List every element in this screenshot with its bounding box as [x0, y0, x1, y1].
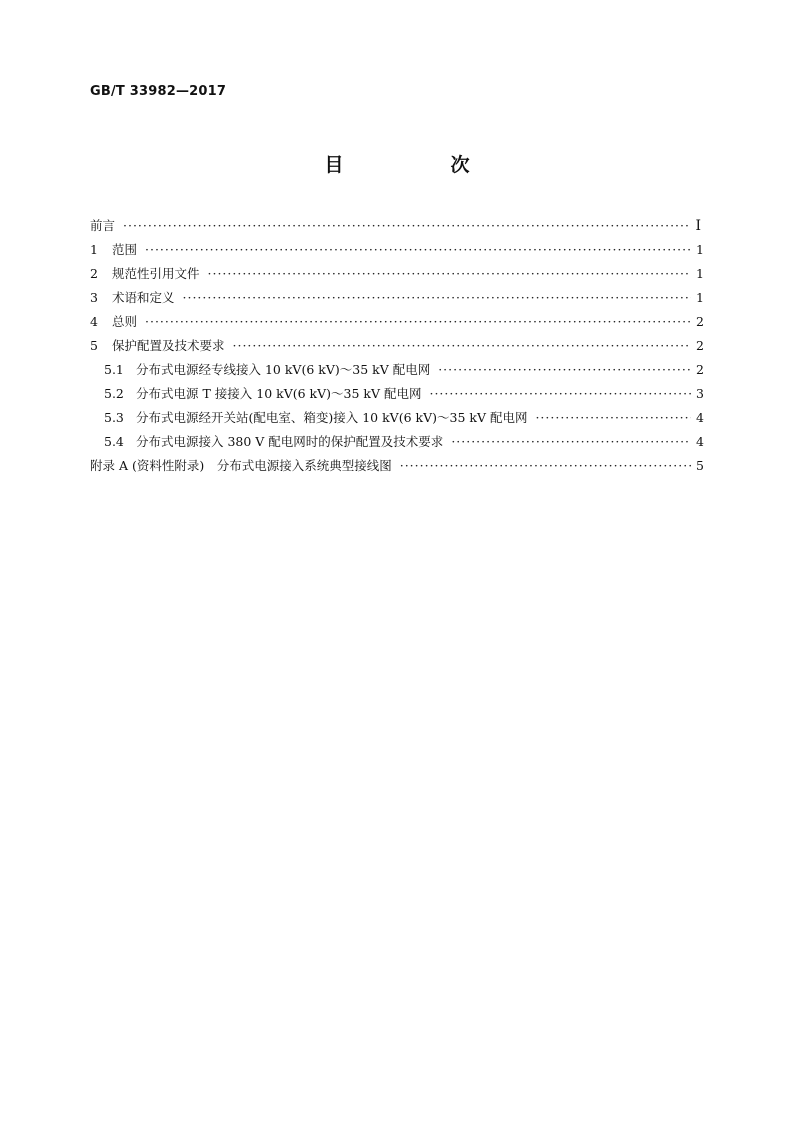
- toc-entry-4[interactable]: [90, 312, 704, 336]
- toc-entry-number: 5.4: [104, 434, 124, 449]
- toc-entry-label: 保护配置及技术要求: [112, 338, 225, 353]
- standard-code: GB/T 33982—2017: [90, 84, 227, 99]
- toc-entry-label: 范围: [112, 242, 138, 257]
- toc-entry-page: 1: [696, 266, 704, 281]
- toc-entry-number: 5.3: [104, 410, 124, 425]
- toc-entry-page: 4: [696, 410, 704, 425]
- toc-entry-number: 4: [90, 314, 98, 329]
- toc-entry-page: 2: [696, 338, 704, 353]
- toc-entry-page: 4: [696, 434, 704, 449]
- toc-entry-page: 1: [696, 242, 704, 257]
- toc-entry-page: 2: [696, 314, 704, 329]
- toc-leader: [233, 338, 692, 353]
- toc-entry-label: 总则: [112, 314, 138, 329]
- toc-entry-3[interactable]: [90, 288, 704, 312]
- toc-leader: [183, 290, 692, 305]
- toc-entry-label: 分布式电源经专线接入 10 kV(6 kV)～35 kV 配电网: [136, 362, 431, 377]
- toc-entry-page: Ⅰ: [695, 218, 701, 234]
- toc-leader: [145, 242, 691, 257]
- toc-entry-foreword[interactable]: [90, 216, 704, 240]
- toc-entry-number: 5: [90, 338, 98, 353]
- toc-title: 目 次: [324, 154, 514, 176]
- toc-entry-2[interactable]: [90, 264, 704, 288]
- toc-leader: [400, 458, 691, 473]
- toc-entry-label: 分布式电源接入 380 V 配电网时的保护配置及技术要求: [136, 434, 444, 449]
- toc-entry-label: 分布式电源经开关站(配电室、箱变)接入 10 kV(6 kV)～35 kV 配电网: [136, 410, 528, 425]
- toc-entry-label: 前言: [90, 218, 116, 233]
- toc-leader: [535, 410, 691, 425]
- toc-entry-5-4[interactable]: [90, 432, 704, 456]
- toc-leader: [429, 386, 691, 401]
- toc-entry-number: 3: [90, 290, 98, 305]
- toc-entry-label: 规范性引用文件: [112, 266, 200, 281]
- toc-leader: [123, 218, 690, 233]
- toc-entry-appendix-a[interactable]: [90, 456, 704, 480]
- toc-entry-5-1[interactable]: [90, 360, 704, 384]
- toc-entry-page: 1: [696, 290, 704, 305]
- toc-entry-label: 分布式电源 T 接接入 10 kV(6 kV)～35 kV 配电网: [136, 386, 422, 401]
- toc-entry-5[interactable]: [90, 336, 704, 360]
- toc-entry-number: 5.2: [104, 386, 124, 401]
- toc-leader: [145, 314, 691, 329]
- toc-entry-page: 5: [696, 458, 704, 473]
- toc-leader: [451, 434, 691, 449]
- toc-entry-5-2[interactable]: [90, 384, 704, 408]
- toc-entry-label: 术语和定义: [112, 290, 175, 305]
- toc-entry-5-3[interactable]: [90, 408, 704, 432]
- toc-leader: [208, 266, 692, 281]
- toc-entry-label: 附录 A (资料性附录) 分布式电源接入系统典型接线图: [90, 458, 392, 473]
- toc-entry-number: 2: [90, 266, 98, 281]
- toc-leader: [438, 362, 691, 377]
- toc-entry-number: 1: [90, 242, 98, 257]
- table-of-contents: [90, 216, 704, 480]
- toc-entry-1[interactable]: [90, 240, 704, 264]
- toc-entry-page: 3: [696, 386, 704, 401]
- toc-entry-page: 2: [696, 362, 704, 377]
- toc-entry-number: 5.1: [104, 362, 124, 377]
